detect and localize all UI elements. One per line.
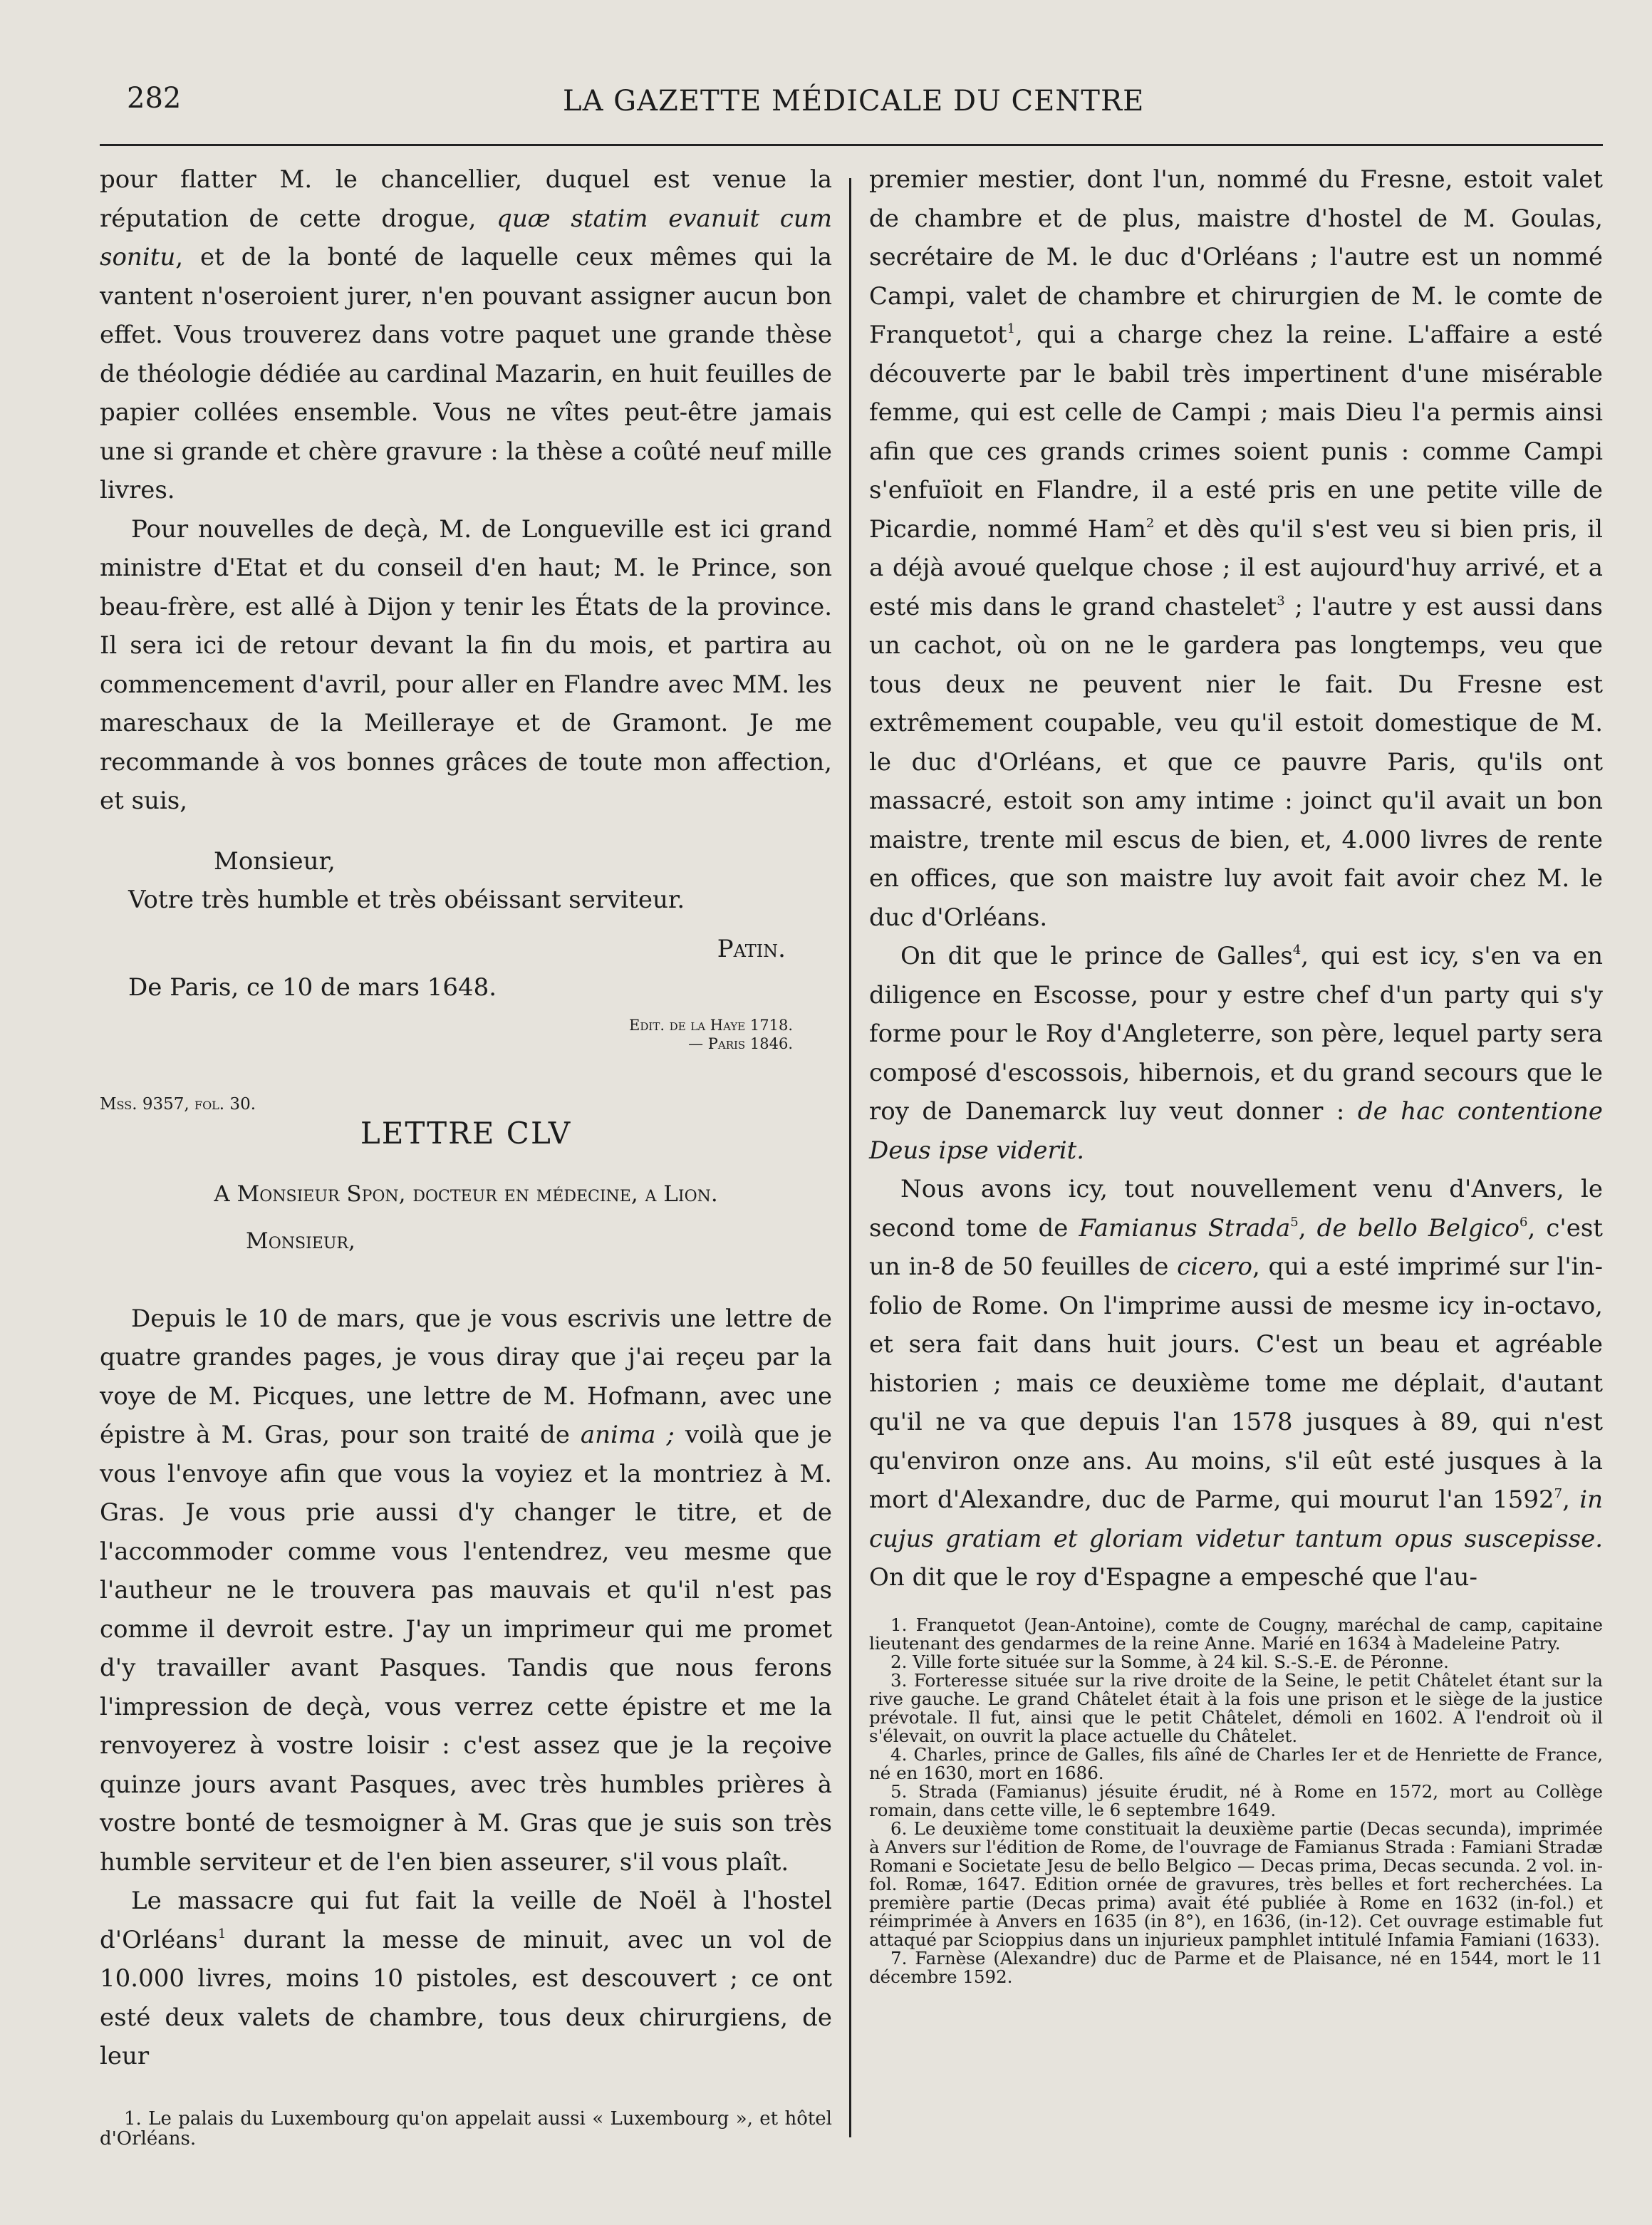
running-title: LA GAZETTE MÉDICALE DU CENTRE xyxy=(563,85,1145,118)
footnote: 1. Le palais du Luxembourg qu'on appelait aussi « Luxembourg », et hôtel d'Orléans. xyxy=(100,2107,832,2149)
footnote: 7. Farnèse (Alexandre) duc de Parme et de Plaisance, né en 1544, mort le 11 décembre 1592. xyxy=(869,1947,1603,1987)
footnotes xyxy=(100,2109,832,2149)
footnote: 6. Le deuxième tome constituait la deuxième partie (Decas secunda), imprimée à Anvers sur l'édition de Rome, de l'ouvrage de Famianus Strada : Famiani Stradæ Romani e Societate Jesu de bello Belgico — Decas prima, Decas secunda. 2 vol. in-fol. Romæ, 1647. Edition ornée de gravures, très belles et fort recherchées. La première partie (Decas prima) avait été publiée à Rome en 1632 (in-fol.) et réimprimée à Anvers en 1635 (in 8°), en 1636, (in-12). Cet ouvrage estimable fut attaqué par Scioppius dans un injurieux pamphlet intitulé Infamia Famiani (1633). xyxy=(869,1817,1603,1950)
footnote-ref: 5 xyxy=(1290,1214,1299,1230)
paragraph: pour flatter M. le chancellier, duquel est venue la réputation de cette drogue, quæ statim evanuit cum sonitu, et de la bonté de laquelle ceux mêmes qui la vantent n'oseroient jurer, n'en pouvant assigner aucun bon effet. Vous trouverez dans votre paquet une grande thèse de théologie dédiée au cardinal Mazarin, en huit feuilles de papier collées ensemble. Vous ne vîtes peut-être jamais une si grande et chère gravure : la thèse a coûté neuf mille livres. xyxy=(100,165,832,504)
footnote: 3. Forteresse située sur la rive droite de la Seine, le petit Châtelet étant sur la rive gauche. Le grand Châtelet était à la fois une prison et le siège de la justice prévotale. Il fut, ainsi que le petit Châtelet, démoli en 1602. A l'endroit où il s'élevait, on ouvrit la place actuelle du Châtelet. xyxy=(869,1669,1603,1746)
signature: Patin. xyxy=(717,934,786,963)
right-column xyxy=(869,160,1603,1986)
letter-title: LETTRE CLV xyxy=(360,1115,572,1151)
footnote: 2. Ville forte située sur la Somme, à 24 kil. S.-S.-E. de Péronne. xyxy=(890,1651,1449,1672)
footnote: 1. Franquetot (Jean-Antoine), comte de Cougny, maréchal de camp, capitaine lieutenant des gendarmes de la reine Anne. Marié en 1634 à Madeleine Patry. xyxy=(869,1614,1603,1654)
paragraph: premier mestier, dont l'un, nommé du Fresne, estoit valet de chambre et de plus, maistre d'hostel de M. Goulas, secrétaire de M. le duc d'Orléans ; l'autre est un nommé Campi, valet de chambre et chirurgien de M. le comte de Franquetot$^1$, qui a charge chez la reine. L'affaire a esté découverte par le babil très impertinent d'une misérable femme, qui est celle de Campi ; mais Dieu l'a permis ainsi afin que ces grands crimes soient punis : comme Campi s'enfuïoit en Flandre, il a esté pris en une petite ville de Picardie, nommé Ham$^2$ et dès qu'il s'est veu si bien pris, il a déjà avoué quelque chose ; il est aujourd'huy arrivé, et a esté mis dans le grand chastelet$^3$ ; l'autre y est aussi dans un cachot, où on ne le gardera pas longtemps, veu que tous deux ne peuvent nier le fait. Du Fresne est extrêmement coupable, veu qu'il estoit domestique de M. le duc d'Orléans, et que ce pauvre Paris, qu'ils ont massacré, estoit son amy intime : joinct qu'il avait un bon maistre, trente mil escus de bien, et, 4.000 livres de rente en offices, que son maistre luy avoit fait avoir chez M. le duc d'Orléans. xyxy=(869,165,1603,932)
manuscript-reference: Mss. 9357, fol. 30. xyxy=(100,1094,256,1114)
paragraph: Depuis le 10 de mars, que je vous escrivis une lettre de quatre grandes pages, je vous diray que j'ai reçeu par la voye de M. Picques, une lettre de M. Hofmann, avec une épistre à M. Gras, pour son traité de anima ; voilà que je vous l'envoye afin que vous la voyiez et la montriez à M. Gras. Je vous prie aussi d'y changer le titre, et de l'accommoder comme vous l'entendrez, veu mesme que l'autheur ne le trouvera pas mauvais et qu'il n'est pas comme il devroit estre. J'ay un imprimeur qui me promet d'y travailler avant Pasques. Tandis que nous ferons l'impression de deçà, vous verrez cette épistre et me la renvoyerez à vostre loisir : c'est assez que je la reçoive quinze jours avant Pasques, avec très humbles prières à vostre bonté de tesmoigner à M. Gras que je suis son très humble serviteur et de l'en bien asseurer, s'il vous plaît. xyxy=(100,1304,832,1877)
page-number: 282 xyxy=(127,82,182,115)
footnote-ref: 6 xyxy=(1519,1214,1528,1230)
column-divider xyxy=(849,178,851,2137)
letter-address: A Monsieur Spon, docteur en médecine, a Lion. xyxy=(214,1181,718,1207)
footnote-ref: 1 xyxy=(217,1926,227,1941)
paragraph: Pour nouvelles de deçà, M. de Longueville est ici grand ministre d'Etat et du conseil d'en haut; M. le Prince, son beau-frère, est allé à Dijon y tenir les États de la province. Il sera ici de retour devant la fin du mois, et partira au commencement d'avril, pour aller en Flandre avec MM. les mareschaux de la Meilleraye et de Gramont. Je me recommande à vos bonnes grâces de toute mon affection, et suis, xyxy=(100,514,832,815)
dateline: De Paris, ce 10 de mars 1648. xyxy=(128,973,497,1002)
footnote: 4. Charles, prince de Galles, fils aîné de Charles Ier et de Henriette de France, né en 1630, mort en 1686. xyxy=(869,1743,1603,1783)
paragraph: Nous avons icy, tout nouvellement venu d'Anvers, le second tome de Famianus Strada$^5$, de bello Belgico$^6$, c'est un in-8 de 50 feuilles de cicero, qui a esté imprimé sur l'in-folio de Rome. On l'imprime aussi de mesme icy in-octavo, et sera fait dans huit jours. C'est un beau et agréable historien ; mais ce deuxième tome me déplait, d'autant qu'il ne va que depuis l'an 1578 jusques à 89, qui n'est qu'environ onze ans. Au moins, s'il eût esté jusques à la mort d'Alexandre, duc de Parme, qui mourut l'an 1592$^7$, in cujus gratiam et gloriam videtur tantum opus suscepisse. On dit que le roy d'Espagne a empesché que l'au- xyxy=(869,1175,1603,1592)
footnote-ref: 2 xyxy=(1146,515,1155,531)
left-column xyxy=(100,160,832,2149)
header-rule xyxy=(100,144,1603,146)
letter-salutation: Monsieur, xyxy=(246,1228,355,1254)
footnotes xyxy=(869,1616,1603,1986)
footnote-ref: 4 xyxy=(1292,943,1302,958)
paragraph: On dit que le prince de Galles$^4$, qui est icy, s'en va en diligence en Escosse, pour y estre chef d'un party qui s'y forme pour le Roy d'Angleterre, son père, lequel party sera composé d'escossois, hibernois, et du grand secours que le roy de Danemarck luy veut donner : de hac contentione Deus ipse viderit. xyxy=(869,942,1604,1165)
footnote: 5. Strada (Famianus) jésuite érudit, né à Rome en 1572, mort au Collège romain, dans cette ville, le 6 septembre 1649. xyxy=(869,1780,1603,1820)
salutation: Monsieur, xyxy=(214,846,336,876)
closing-formula: Votre très humble et très obéissant serviteur. xyxy=(128,886,685,914)
footnote-ref: 1 xyxy=(1007,321,1016,336)
footnote-ref: 3 xyxy=(1277,593,1285,608)
edition-note: Edit. de la Haye 1718. — Paris 1846. xyxy=(629,1016,793,1052)
footnote-ref: 7 xyxy=(1554,1486,1563,1501)
paragraph: Le massacre qui fut fait la veille de Noël à l'hostel d'Orléans$^1$ durant la messe de minuit, avec un vol de 10.000 livres, moins 10 pistoles, est descouvert ; ce ont esté deux valets de chambre, tous deux chirurgiens, de leur xyxy=(100,1887,832,2070)
